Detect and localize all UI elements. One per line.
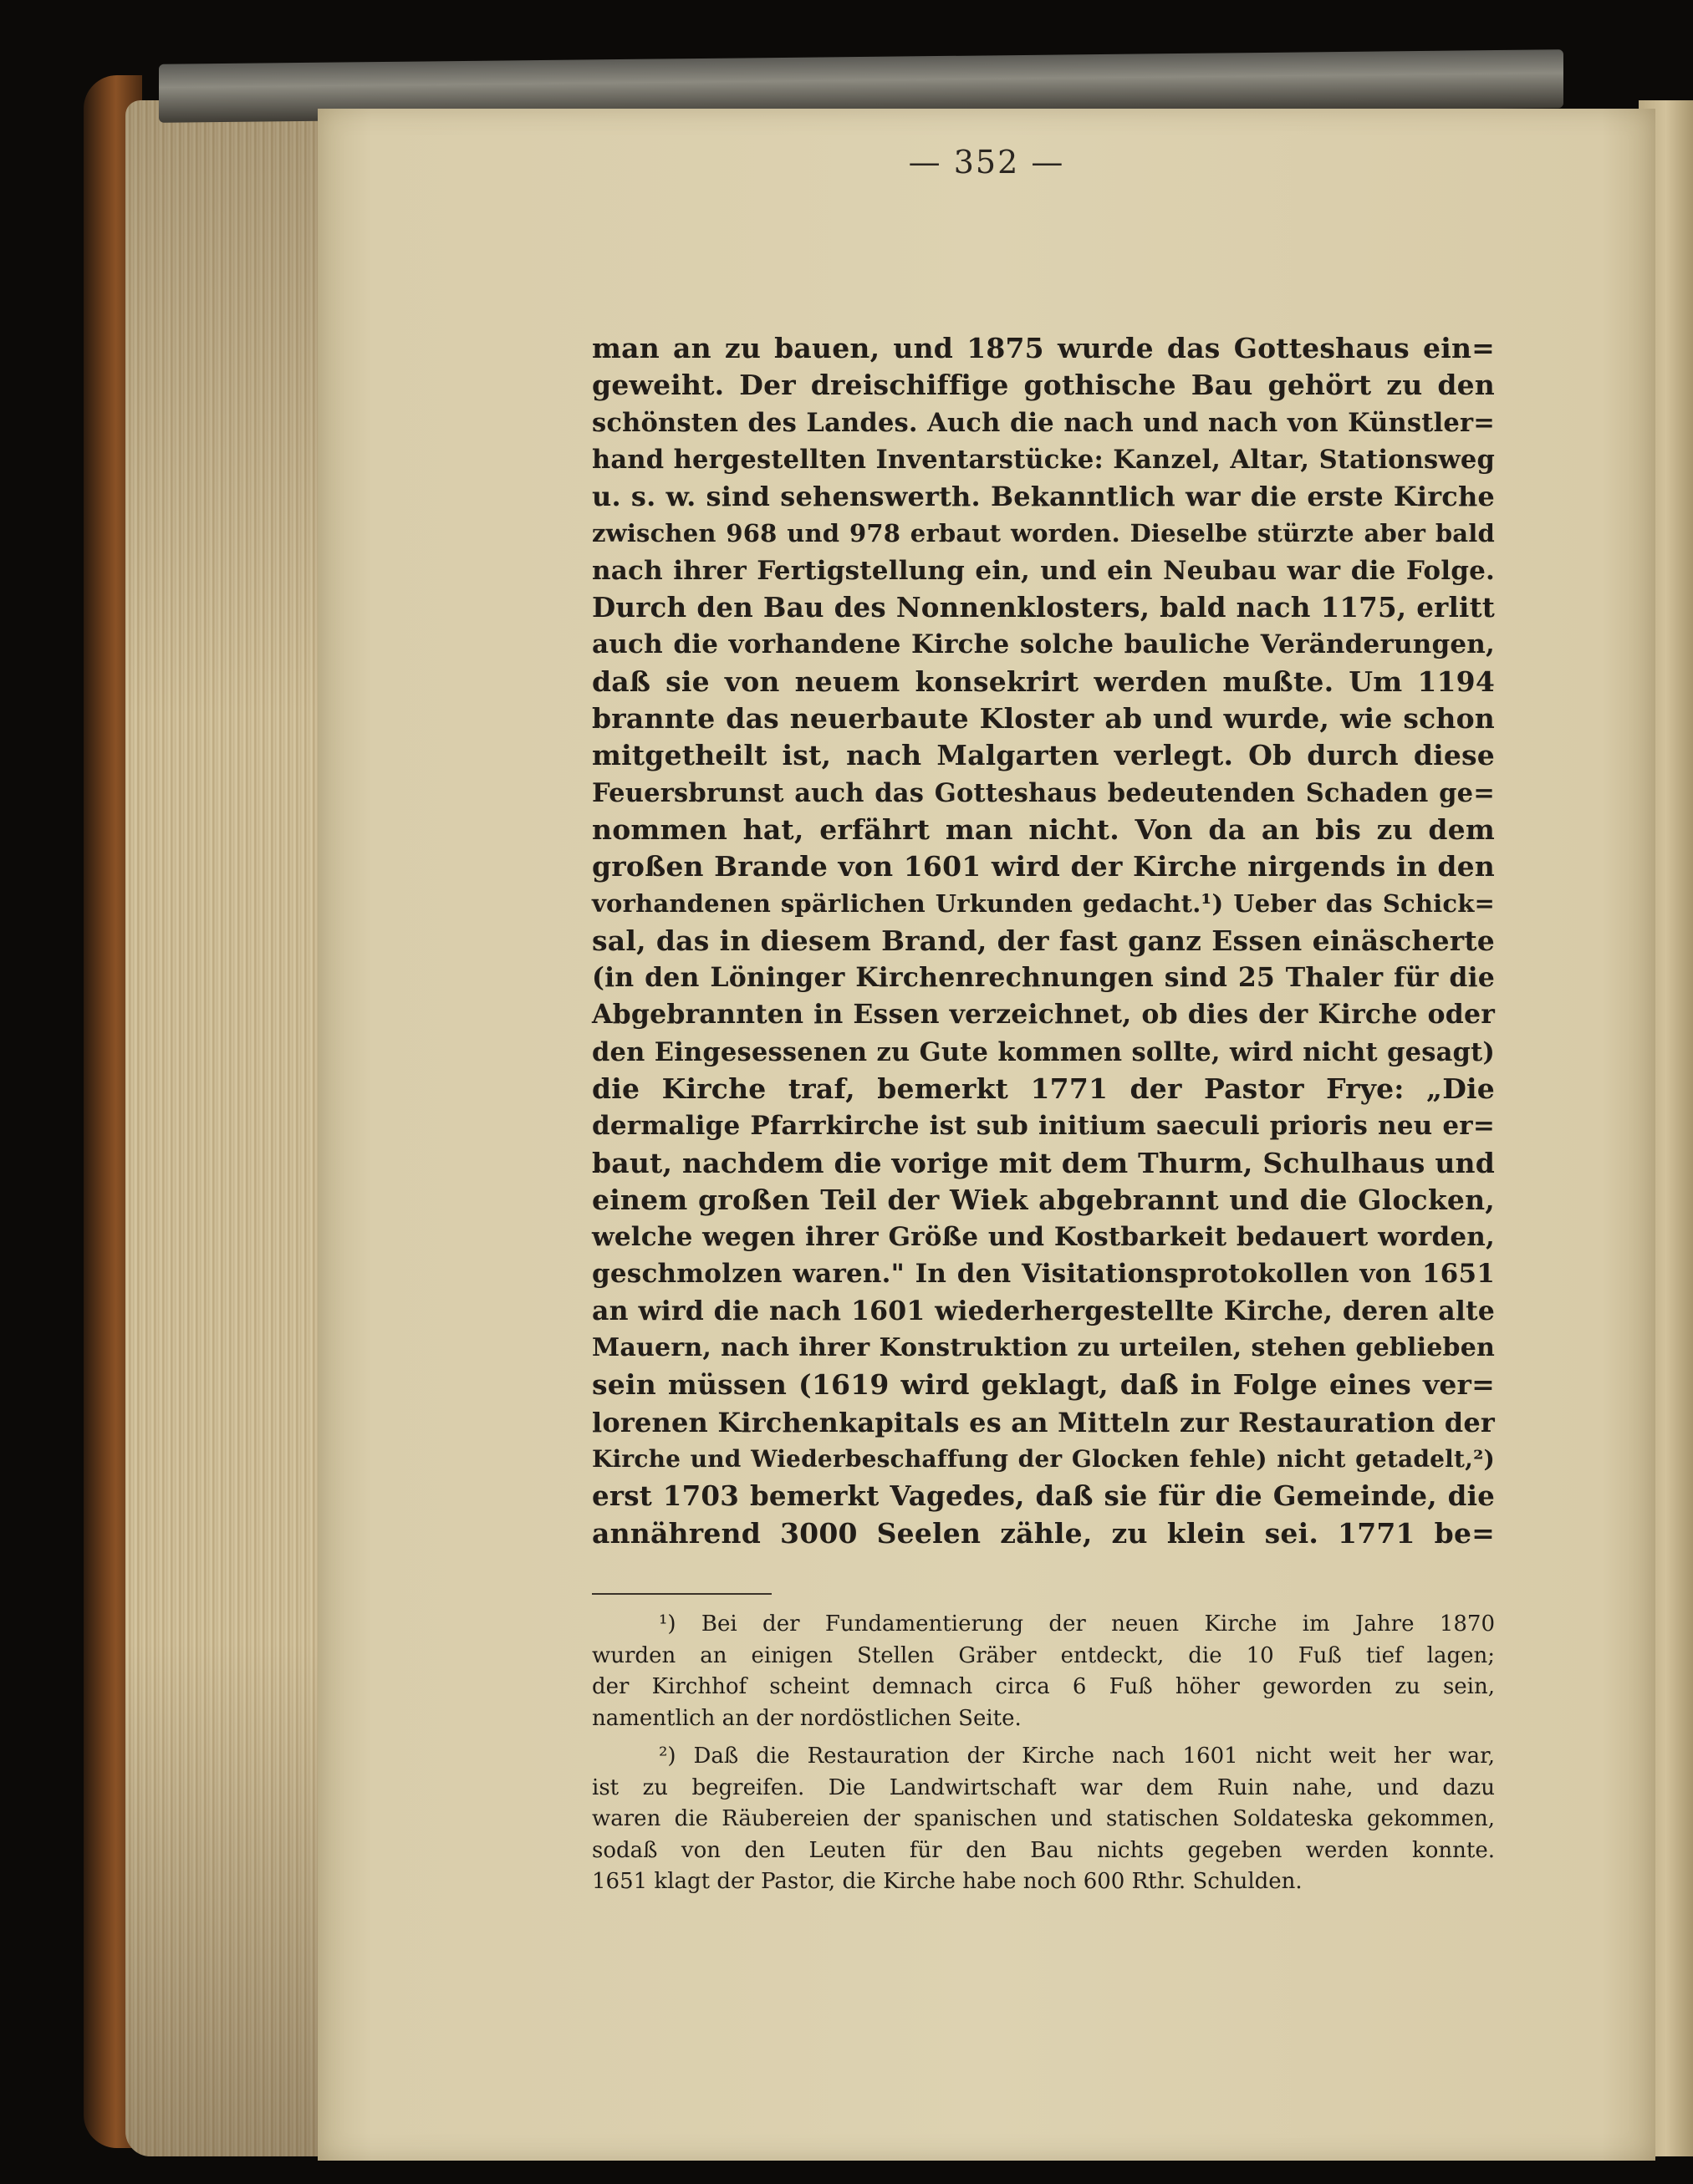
- footnote-line: ist zu begreifen. Die Landwirtschaft war dem Ruin nahe, und dazu: [592, 1774, 1495, 1800]
- page-stack-left: [125, 100, 326, 2156]
- body-line: nach ihrer Fertigstellung ein, und ein Neubau war die Folge.: [592, 555, 1495, 586]
- body-line: geschmolzen waren." In den Visitationsprotokollen von 1651: [592, 1259, 1495, 1290]
- body-line: mitgetheilt ist, nach Malgarten verlegt. Ob durch diese: [592, 739, 1495, 772]
- footnote-line: namentlich an der nordöstlichen Seite.: [592, 1705, 1022, 1731]
- body-line: zwischen 968 und 978 erbaut worden. Dieselbe stürzte aber bald: [592, 519, 1495, 548]
- body-line: Kirche und Wiederbeschaffung der Glocken fehle) nicht getadelt,²): [592, 1444, 1495, 1473]
- body-line: (in den Löninger Kirchenrechnungen sind 25 Thaler für die: [592, 962, 1495, 994]
- body-line: annährend 3000 Seelen zähle, zu klein sei. 1771 be=: [592, 1516, 1495, 1550]
- body-line: sal, das in diesem Brand, der fast ganz Essen einäscherte: [592, 924, 1495, 957]
- body-line: daß sie von neuem konsekrirt werden mußte. Um 1194: [592, 664, 1495, 698]
- body-line: lorenen Kirchenkapitals es an Mitteln zur Restauration der: [592, 1406, 1495, 1438]
- body-line: schönsten des Landes. Auch die nach und nach von Künstler=: [592, 407, 1495, 438]
- footnote-line: sodaß von den Leuten für den Bau nichts gegeben werden konnte.: [592, 1837, 1495, 1863]
- page-number: — 352 —: [908, 144, 1065, 181]
- footnotes: [592, 1609, 1495, 1898]
- footnote-line: waren die Räubereien der spanischen und statischen Soldateska gekommen,: [592, 1806, 1495, 1831]
- footnote-line: der Kirchhof scheint demnach circa 6 Fuß höher geworden zu sein,: [592, 1674, 1495, 1699]
- body-line: man an zu bauen, und 1875 wurde das Gotteshaus ein=: [592, 332, 1495, 364]
- body-line: brannte das neuerbaute Kloster ab und wurde, wie schon: [592, 701, 1495, 735]
- body-line: großen Brande von 1601 wird der Kirche nirgends in den: [592, 850, 1495, 883]
- body-line: geweiht. Der dreischiffige gothische Bau gehört zu den: [592, 369, 1495, 402]
- body-line: Mauern, nach ihrer Konstruktion zu urteilen, stehen geblieben: [592, 1333, 1495, 1363]
- body-line: hand hergestellten Inventarstücke: Kanzel, Altar, Stationsweg: [592, 444, 1495, 475]
- body-line: einem großen Teil der Wiek abgebrannt und die Glocken,: [592, 1183, 1495, 1216]
- body-line: dermalige Pfarrkirche ist sub initium saeculi prioris neu er=: [592, 1111, 1495, 1142]
- body-line: erst 1703 bemerkt Vagedes, daß sie für die Gemeinde, die: [592, 1479, 1495, 1513]
- footnote-line: wurden an einigen Stellen Gräber entdeckt, die 10 Fuß tief lagen;: [592, 1642, 1495, 1668]
- footnote-line: ¹) Bei der Fundamentierung der neuen Kirche im Jahre 1870: [659, 1611, 1495, 1637]
- body-line: den Eingesessenen zu Gute kommen sollte, wird nicht gesagt): [592, 1036, 1495, 1067]
- footnote-divider: [592, 1593, 772, 1595]
- body-line: Abgebrannten in Essen verzeichnet, ob dies der Kirche oder: [592, 999, 1495, 1031]
- body-line: nommen hat, erfährt man nicht. Von da an bis zu dem: [592, 812, 1495, 846]
- body-text: [592, 330, 1495, 1552]
- body-line: die Kirche traf, bemerkt 1771 der Pastor Frye: „Die: [592, 1072, 1495, 1105]
- body-line: Durch den Bau des Nonnenklosters, bald nach 1175, erlitt: [592, 591, 1495, 624]
- body-line: auch die vorhandene Kirche solche bauliche Veränderungen,: [592, 629, 1495, 660]
- body-line: Feuersbrunst auch das Gotteshaus bedeutenden Schaden ge=: [592, 777, 1495, 808]
- body-line: welche wegen ihrer Größe und Kostbarkeit bedauert worden,: [592, 1222, 1495, 1253]
- body-line: sein müssen (1619 wird geklagt, daß in Folge eines ver=: [592, 1368, 1495, 1402]
- footnote-spacer: [592, 1734, 1495, 1741]
- footnote-line: 1651 klagt der Pastor, die Kirche habe noch 600 Rthr. Schulden.: [592, 1869, 1303, 1894]
- body-line: vorhandenen spärlichen Urkunden gedacht.¹) Ueber das Schick=: [592, 889, 1495, 919]
- footnote-line: ²) Daß die Restauration der Kirche nach 1601 nicht weit her war,: [659, 1744, 1495, 1769]
- body-line: baut, nachdem die vorige mit dem Thurm, Schulhaus und: [592, 1146, 1495, 1179]
- body-line: an wird die nach 1601 wiederhergestellte Kirche, deren alte: [592, 1295, 1495, 1326]
- body-line: u. s. w. sind sehenswerth. Bekanntlich war die erste Kirche: [592, 481, 1495, 513]
